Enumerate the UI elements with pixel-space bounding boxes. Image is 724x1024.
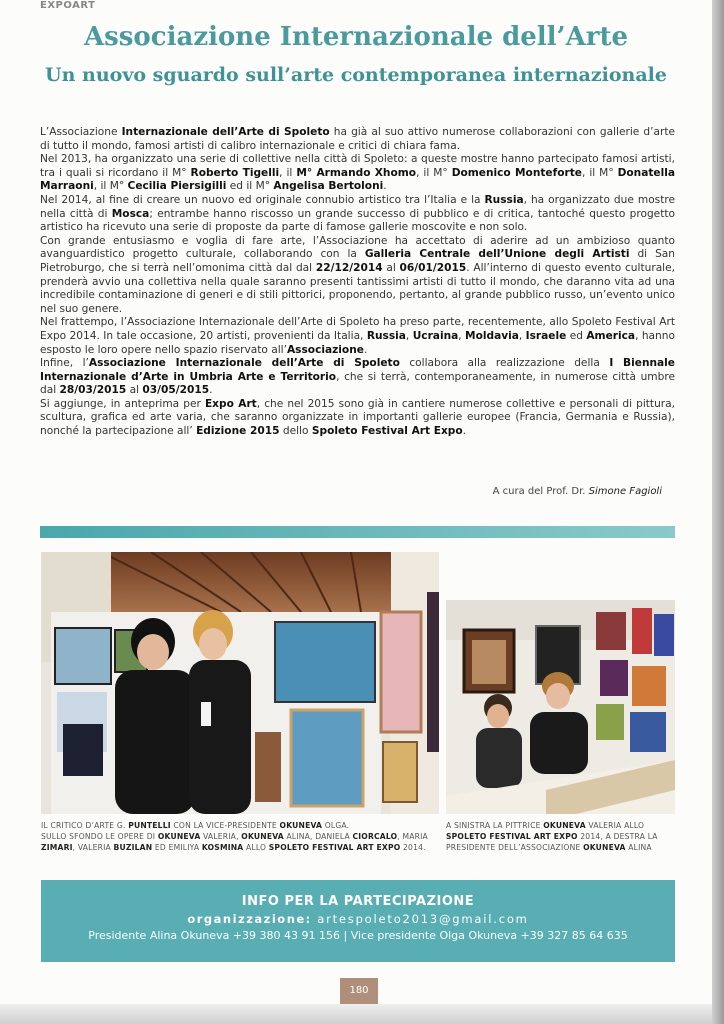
bold-run: CIORCALO [352,832,398,841]
paragraph: L’Associazione Internazionale dell’Arte di Spoleto ha già al suo attivo numerose collaborazioni con gallerie d’arte di tutto il mondo, famosi artisti di calibro internazionale e critici di chiara fama. [40,126,675,152]
bold-run: Ucraina [412,329,459,342]
bold-run: OKUNEVA [543,821,586,830]
bold-run: Associazione Internazionale dell’Arte di Spoleto [88,357,400,370]
bold-run: OKUNEVA [157,832,201,841]
bold-run: I Biennale Internazionale d’Arte in Umbria Arte e Territorio [40,357,675,383]
credit-prefix: A cura del Prof. Dr. [492,486,589,497]
bold-run: Russia [366,329,406,342]
paragraph: Nel frattempo, l’Associazione Internazionale dell’Arte di Spoleto ha preso parte, recentemente, allo Spoleto Festival Art Expo 2014. In tale occasione, 20 artisti, provenienti da Italia, Russia, Ucraina, Moldavia, Israele ed America, hanno esposto le loro opere nello spazio riservato all’Associazione. [40,316,675,356]
bold-run: 03/05/2015 [142,384,210,397]
paragraph: Nel 2014, al fine di creare un nuovo ed originale connubio artistico tra l’Italia e la Russia, ha organizzato due mostre nella città di Mosca; entrambe hanno riscosso un grande successo di pubblico e di critica, tantoché questo progetto artistico ha ricevuto una serie di proposte da parte di famose gallerie moscovite e non solo. [40,193,675,234]
bold-run: BUZILAN [113,843,153,852]
page-side-edge [712,0,724,1024]
participation-info-box [41,880,675,962]
bold-run: Internazionale dell’Arte di Spoleto [121,126,330,138]
info-email-line [41,912,675,926]
bold-run: Mosca [111,207,150,220]
paragraph: Infine, l’Associazione Internazionale dell’Arte di Spoleto collabora alla realizzazione della I Biennale Internazionale d’Arte in Umbria Arte e Territorio, che si terrà, contemporaneamente, in numerose città umbre dal 28/03/2015 al 03/05/2015. [40,357,675,397]
bold-run: OKUNEVA [241,832,284,841]
article-subtitle: Un nuovo sguardo sull’arte contemporanea internazionale [45,64,667,86]
bold-run: 28/03/2015 [59,384,127,397]
article-body [40,126,675,439]
bold-run: Galleria Centrale dell’Unione degli Artisti [364,248,630,261]
bold-run: America [586,329,636,342]
bold-run: OKUNEVA [583,843,626,852]
paragraph: Si aggiunge, in anteprima per Expo Art, che nel 2015 sono già in cantiere numerose collettive e personali di pittura, scultura, grafica ed arte varia, che saranno organizzate in importanti gallerie europee (Francia, Germania e Russia), nonché la partecipazione all’ Edizione 2015 dello Spoleto Festival Art Expo. [40,397,675,438]
bold-run: Donatella Marraoni [40,166,676,193]
page-number: 180 [340,978,378,1004]
bold-run: ZIMARI [41,843,73,852]
bold-run: PUNTELLI [128,821,171,830]
email-label: organizzazione: [187,912,312,926]
exhibition-photo-left [41,552,439,814]
photo-caption-right: A SINISTRA LA PITTRICE OKUNEVA VALERIA ALLO SPOLETO FESTIVAL ART EXPO 2014, A DESTRA LA PRESIDENTE DELL’ASSOCIAZIONE OKUNEVA ALINA [446,821,658,852]
paragraph: Con grande entusiasmo e voglia di fare arte, l’Associazione ha accettato di aderire ad un ambizioso quanto avanguardistico progetto culturale, collaborando con la Galleria Centrale dell’Unione degli Artisti di San Pietroburgo, che si terrà nell’omonima città dal dal 22/12/2014 al 06/01/2015. All’interno di questo evento culturale, prenderà avvio una collettiva nella quale saranno presenti tantissimi artisti di tutto il mondo, che daranno vita ad una incredibile contaminazione di generi e di stili pittorici, proponendo, pertanto, al grande pubblico russo, un’evento unico nel suo genere. [40,234,676,315]
bold-run: Moldavia [465,329,519,342]
bold-run: Russia [484,193,524,206]
paragraph: Nel 2013, ha organizzato una serie di collettive nella città di Spoleto: a queste mostre hanno partecipato famosi artisti, tra i quali si ricordano il M° Roberto Tigelli, il M° Armando Xhomo, il M° Domenico Monteforte, il M° Donatella Marraoni, il M° Cecilia Piersigilli ed il M° Angelisa Bertoloni. [40,153,676,193]
info-contacts: Presidente Alina Okuneva +39 380 43 91 156 | Vice presidente Olga Okuneva +39 327 85 64 635 [88,929,628,942]
bold-run: Spoleto Festival Art Expo [311,425,463,438]
bold-run: 06/01/2015 [399,261,467,274]
bold-run: Edizione 2015 [196,425,280,438]
divider-bar [40,526,675,538]
bold-run: Domenico Monteforte [451,166,582,179]
exhibition-photo-right-image [446,600,675,814]
info-title: INFO PER LA PARTECIPAZIONE [241,894,475,909]
bold-run: Angelisa Bertoloni [273,180,384,193]
bold-run: KOSMINA [201,843,244,852]
bold-run: 22/12/2014 [315,261,383,274]
author-credit [493,486,662,497]
bold-run: SPOLETO FESTIVAL ART EXPO [268,843,401,852]
bold-run: Cecilia Piersigilli [127,180,227,193]
exhibition-photo-left-image [41,552,439,814]
bold-run: Roberto Tigelli [190,166,280,179]
bold-run: Expo Art [204,397,257,410]
bold-run: Associazione [286,343,364,356]
page-bottom-edge [0,1004,712,1024]
exhibition-photo-right [446,600,675,814]
author-name: Simone Fagioli [588,486,662,497]
email-address: artespoleto2013@gmail.com [311,912,529,926]
photo-caption-left: IL CRITICO D’ARTE G. PUNTELLI CON LA VICE-PRESIDENTE OKUNEVA OLGA. SULLO SFONDO LE OPERE DI OKUNEVA VALERIA, OKUNEVA ALINA, DANIELA CIORCALO, MARIA ZIMARI, VALERIA BUZILAN ED EMILIYA KOSMINA ALLO SPOLETO FESTIVAL ART EXPO 2014. [41,821,428,852]
section-tag: EXPOART [40,0,96,11]
bold-run: Israele [525,329,567,342]
article-title: Associazione Internazionale dell’Arte [83,22,629,52]
bold-run: M° Armando Xhomo [296,166,417,179]
bold-run: OKUNEVA [279,821,323,830]
bold-run: SPOLETO FESTIVAL ART EXPO [446,832,578,841]
